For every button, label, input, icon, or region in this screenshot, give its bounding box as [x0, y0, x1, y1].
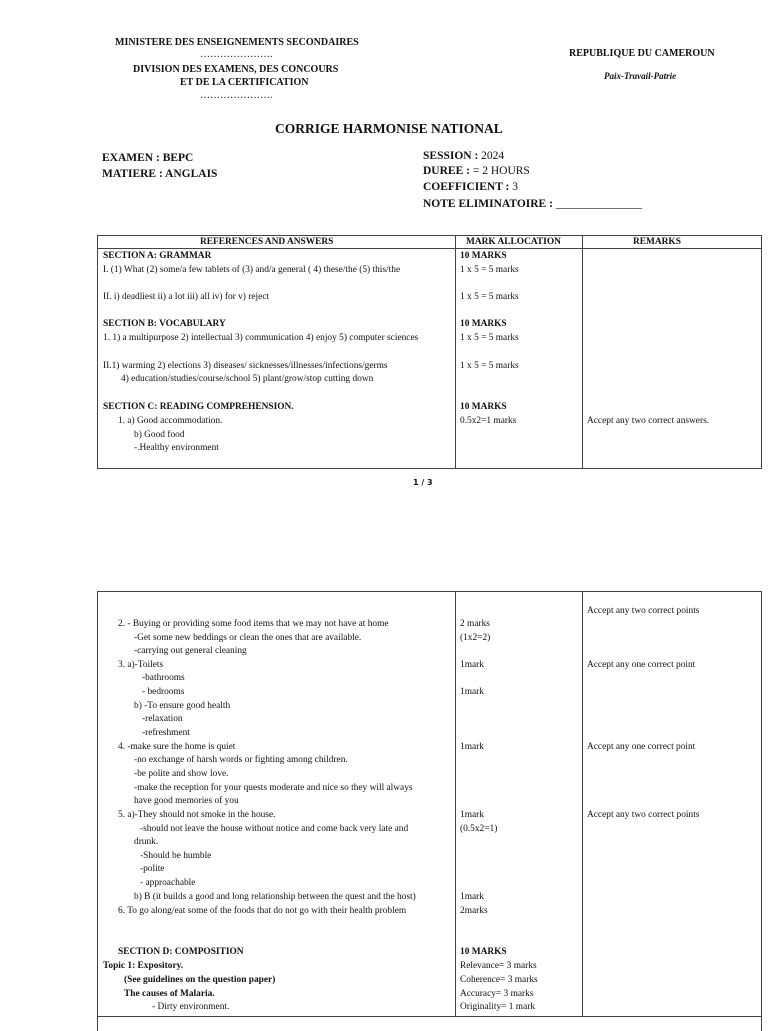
- page-number-1: 1 / 3: [413, 478, 433, 487]
- answer-q3d: b) -To ensure good health: [134, 701, 231, 711]
- answer-q5c: drunk.: [134, 837, 159, 847]
- coefficient-label: COEFFICIENT :: [423, 181, 510, 193]
- answer-q5d: -Should be humble: [140, 851, 212, 861]
- section-b-q2a: II.1) warming 2) elections 3) diseases/ sicknesses/illnesses/infections/germs: [103, 361, 388, 371]
- header-dots-2: ………………….: [200, 90, 273, 101]
- coefficient-value: 3: [512, 181, 518, 193]
- col-header-marks: MARK ALLOCATION: [466, 237, 561, 247]
- division-line-1: DIVISION DES EXAMENS, DES CONCOURS: [133, 64, 339, 75]
- section-c-q1a: 1. a) Good accommodation.: [118, 416, 223, 426]
- section-c-remark-1: Accept any two correct answers.: [587, 416, 710, 426]
- answer-q3f: -refreshment: [142, 728, 190, 738]
- duration-row: [423, 165, 530, 177]
- exam-label: EXAMEN : BEPC: [102, 152, 194, 164]
- topic-1: Topic 1: Expository.: [103, 961, 184, 971]
- section-a-title: SECTION A: GRAMMAR: [103, 251, 212, 261]
- answer-q2a: 2. - Buying or providing some food items that we may not have at home: [118, 619, 389, 629]
- mark-q5-2: (0.5x2=1): [460, 824, 498, 834]
- header-dots-1: ………………….: [200, 49, 273, 60]
- subject-label: MATIERE : ANGLAIS: [102, 168, 218, 180]
- mark-q3-2: 1mark: [460, 687, 484, 697]
- answer-q2b: -Get some new beddings or clean the ones that are available.: [134, 633, 362, 643]
- answer-q4e: have good memories of you: [134, 796, 239, 806]
- section-b-mark-2: 1 x 5 = 5 marks: [460, 361, 519, 371]
- division-line-2: ET DE LA CERTIFICATION: [180, 77, 309, 88]
- section-a-marks: 10 MARKS: [460, 251, 507, 261]
- answer-q3e: -relaxation: [142, 714, 183, 724]
- answer-q4a: 4. -make sure the home is quiet: [118, 742, 236, 752]
- answer-q4b: -no exchange of harsh words or fighting among children.: [134, 755, 348, 765]
- section-a-q2: II. i) deadliest ii) a lot iii) all iv) for v) reject: [103, 292, 270, 302]
- duration-label: DUREE :: [423, 165, 470, 177]
- col-header-remarks: REMARKS: [633, 237, 681, 247]
- eliminatory-label: NOTE ELIMINATOIRE :: [423, 198, 553, 210]
- causes-heading: The causes of Malaria.: [124, 989, 215, 999]
- ministry-name: MINISTERE DES ENSEIGNEMENTS SECONDAIRES: [115, 37, 359, 48]
- answer-q3a: 3. a)-Toilets: [118, 660, 164, 670]
- section-d-mark-relevance: Relevance= 3 marks: [460, 961, 537, 971]
- mark-q5-1: 1mark: [460, 810, 484, 820]
- remark-q2: Accept any two correct points: [587, 606, 700, 616]
- eliminatory-value: _______________: [555, 198, 643, 210]
- duration-value: = 2 HOURS: [472, 165, 530, 177]
- answer-q2c: -carrying out general cleaning: [134, 646, 247, 656]
- section-a-q1: I. (1) What (2) some/a few tablets of (3) and/a general ( 4) these/the (5) this/the: [103, 265, 401, 275]
- section-c-q1c: -.Healthy environment: [134, 443, 219, 453]
- section-d-mark-coherence: Coherence= 3 marks: [460, 975, 538, 985]
- section-b-mark-1: 1 x 5 = 5 marks: [460, 333, 519, 343]
- answer-q5g: b) B (it builds a good and long relationship between the quest and the host): [134, 892, 416, 902]
- answer-q5e: -polite: [140, 864, 165, 874]
- answer-q5b: -should not leave the house without notice and come back very late and: [140, 824, 409, 834]
- answer-q4c: -be polite and show love.: [134, 769, 229, 779]
- mark-q2-1: 2 marks: [460, 619, 490, 629]
- remark-q5: Accept any two correct points: [587, 810, 700, 820]
- col-header-references: REFERENCES AND ANSWERS: [200, 237, 334, 247]
- answer-q3c: - bedrooms: [142, 687, 185, 697]
- table2-bottom-rule: [97, 1016, 762, 1017]
- section-b-title: SECTION B: VOCABULARY: [103, 319, 226, 329]
- table-divider-2: [582, 235, 583, 469]
- section-d-mark-accuracy: Accuracy= 3 marks: [460, 989, 534, 999]
- session-row: [423, 150, 504, 162]
- page-title: CORRIGE HARMONISE NATIONAL: [275, 121, 503, 136]
- mark-q5-3: 1mark: [460, 892, 484, 902]
- mark-q4: 1mark: [460, 742, 484, 752]
- section-b-q2b: 4) education/studies/course/school 5) plant/grow/stop cutting down: [121, 374, 374, 384]
- motto: Paix-Travail-Patrie: [604, 71, 677, 81]
- section-a-mark-1: 1 x 5 = 5 marks: [460, 265, 519, 275]
- answer-q6: 6. To go along/eat some of the foods that do not go with their health problem: [118, 906, 407, 916]
- answer-q4d: -make the reception for your quests moderate and nice so they will always: [134, 783, 413, 793]
- coefficient-row: [423, 181, 518, 193]
- section-b-q1: 1. 1) a multipurpose 2) intellectual 3) communication 4) enjoy 5) computer sciences: [103, 333, 419, 343]
- session-value: 2024: [481, 150, 505, 162]
- table-divider-1: [455, 235, 456, 469]
- table2-divider-1: [455, 591, 456, 1016]
- answer-q3b: -bathrooms: [142, 673, 185, 683]
- cause-dirty-environment: - Dirty environment.: [152, 1002, 230, 1012]
- mark-q3-1: 1mark: [460, 660, 484, 670]
- table2-divider-2: [582, 591, 583, 1016]
- answer-q5a: 5. a)-They should not smoke in the house.: [118, 810, 276, 820]
- section-c-q1b: b) Good food: [134, 430, 185, 440]
- mark-q2-2: (1x2=2): [460, 633, 491, 643]
- section-d-mark-originality: Originality= 1 mark: [460, 1002, 536, 1012]
- answer-q5f: - approachable: [140, 878, 196, 888]
- mark-q6: 2marks: [460, 906, 488, 916]
- session-label: SESSION :: [423, 150, 479, 162]
- section-d-marks: 10 MARKS: [460, 947, 507, 957]
- republic-name: REPUBLIQUE DU CAMEROUN: [569, 48, 715, 59]
- eliminatory-row: [423, 198, 642, 210]
- section-c-mark-1: 0.5x2=1 marks: [460, 416, 517, 426]
- remark-q3: Accept any one correct point: [587, 660, 696, 670]
- section-b-marks: 10 MARKS: [460, 319, 507, 329]
- remark-q4: Accept any one correct point: [587, 742, 696, 752]
- section-a-mark-2: 1 x 5 = 5 marks: [460, 292, 519, 302]
- section-d-title: SECTION D: COMPOSITION: [118, 947, 244, 957]
- guidelines-note: (See guidelines on the question paper): [124, 975, 276, 985]
- section-c-marks: 10 MARKS: [460, 402, 507, 412]
- section-c-title: SECTION C: READING COMPREHENSION.: [103, 402, 294, 412]
